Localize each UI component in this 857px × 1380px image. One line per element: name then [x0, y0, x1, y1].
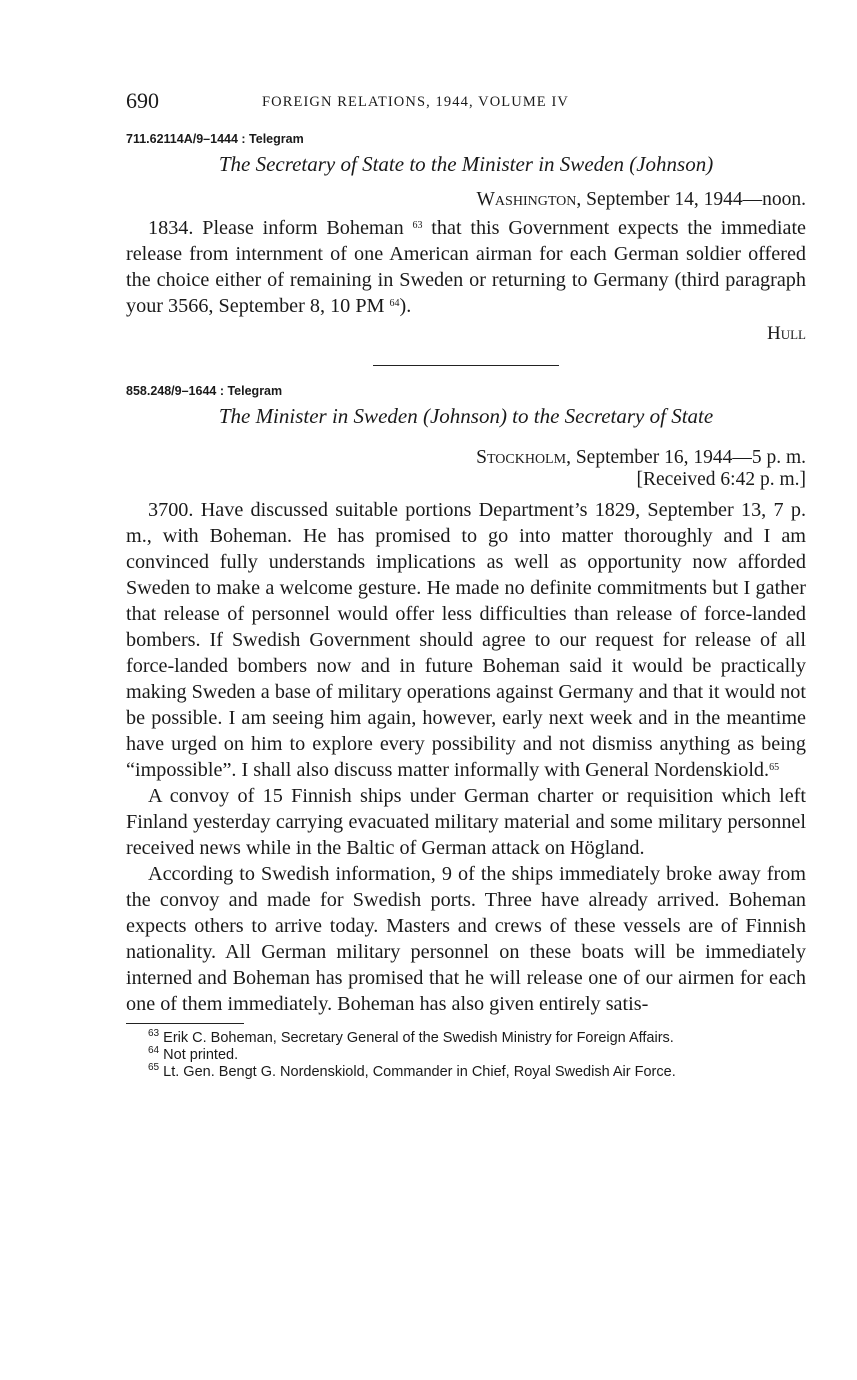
doc1-paragraph [126, 215, 806, 319]
doc1-text-b: that this Government expects the immediate release from internment of one American airman for each German soldier offered the choice either of remaining in Sweden or returning to Germany (third paragraph your 3566, September 8, 10 PM [126, 217, 807, 317]
footnote-ref-65: 65 [769, 762, 780, 773]
doc1-title: The Secretary of State to the Minister in Sweden (Johnson) [218, 152, 714, 176]
footnote-number: 64 [148, 1045, 160, 1056]
doc2-file-reference: 858.248/9–1644 : Telegram [126, 384, 283, 398]
page-number: 690 [126, 88, 159, 113]
running-head: FOREIGN RELATIONS, 1944, VOLUME IV [262, 94, 569, 110]
doc2-paragraph-1 [126, 497, 806, 783]
footnote-ref-63: 63 [412, 220, 423, 231]
doc1-body [126, 215, 806, 319]
section-divider [373, 365, 559, 366]
footnote [126, 1030, 806, 1047]
footnote-number: 63 [148, 1028, 160, 1039]
doc1-signature: Hull [767, 323, 806, 344]
footnote-text: Not printed. [163, 1047, 239, 1063]
footnotes [126, 1030, 806, 1081]
document-page [126, 88, 806, 1081]
doc2-dateline-place: Stockholm [476, 447, 567, 468]
doc1-text-c: ). [399, 295, 412, 317]
doc1-dateline [126, 189, 806, 211]
footnote-rule [126, 1023, 244, 1024]
footnote [126, 1047, 806, 1064]
doc2-body [126, 497, 806, 1017]
page-header [126, 88, 806, 118]
footnote-text: Lt. Gen. Bengt G. Nordenskiold, Commander in Chief, Royal Swedish Air Force. [163, 1064, 676, 1080]
doc1-text-a: 1834. Please inform Boheman [148, 217, 404, 239]
doc1-file-reference: 711.62114A/9–1444 : Telegram [126, 132, 304, 146]
doc2-received: [Received 6:42 p. m.] [636, 469, 806, 490]
footnote [126, 1064, 806, 1081]
doc2-dateline [126, 447, 806, 469]
doc1-dateline-place: Washington [476, 189, 577, 210]
footnote-ref-64: 64 [389, 298, 400, 309]
doc1-dateline-date: , September 14, 1944—noon. [576, 189, 806, 210]
doc2-paragraph-2: A convoy of 15 Finnish ships under German charter or requisition which left Finland yesterday carrying evacuated military material and some military personnel received news while in the Baltic of German attack on Högland. [126, 785, 806, 859]
footnote-text: Erik C. Boheman, Secretary General of the Swedish Ministry for Foreign Affairs. [163, 1030, 674, 1046]
doc2-paragraph-3: According to Swedish information, 9 of the ships immediately broke away from the convoy and made for Swedish ports. Three have already arrived. Boheman expects others to arrive today. Masters and crews of these vessels are of Finnish nationality. All German military personnel on these boats will be immediately interned and Boheman has promised that he will release one of our airmen for each one of them immediately. Boheman has also given entirely satis- [126, 863, 806, 1015]
footnote-number: 65 [148, 1062, 160, 1073]
doc2-para1-text: 3700. Have discussed suitable portions Department’s 1829, September 13, 7 p. m., with Boheman. He has promised to go into matter thoroughly and I am convinced fully understands implications as well as opportunity now afforded Sweden to make a welcome gesture. He made no definite commitments but I gather that release of personnel would offer less difficulties than release of force-landed bombers. If Swedish Government should agree to our request for release of all force-landed bombers now and in future Boheman said it would be practically making Sweden a base of military operations against Germany and that it would not be possible. I am seeing him again, however, early next week and in the meantime have urged on him to explore every possibility and not dismiss anything as being “impossible”. I shall also discuss matter informally with General Nordenskiold. [126, 499, 806, 781]
doc2-dateline-date: , September 16, 1944—5 p. m. [566, 447, 806, 468]
doc2-title: The Minister in Sweden (Johnson) to the Secretary of State [218, 404, 714, 428]
